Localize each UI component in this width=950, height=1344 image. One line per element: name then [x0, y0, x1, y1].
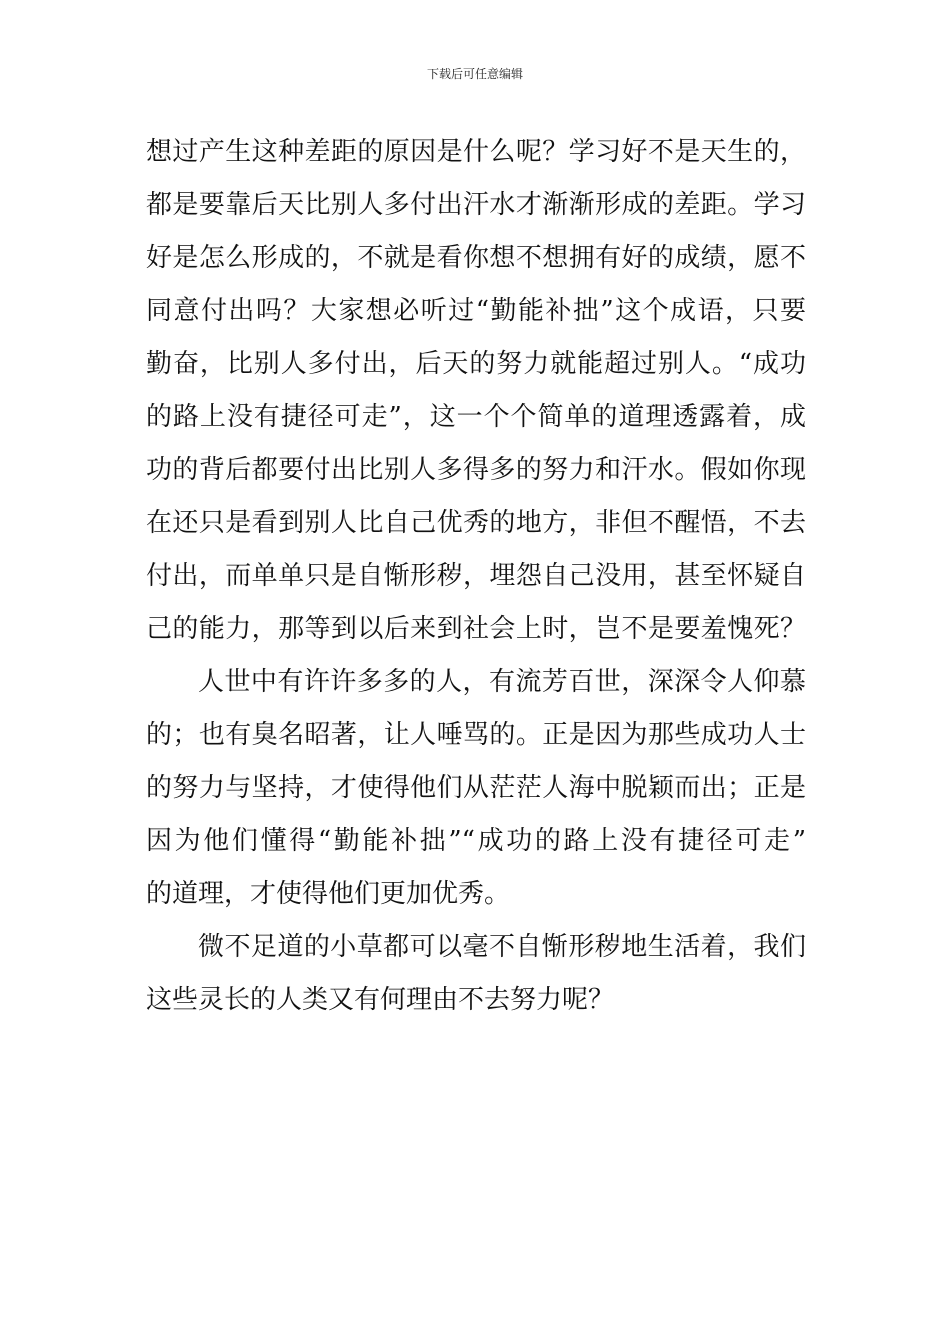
body-text [146, 132, 806, 1033]
paragraph-3-line-1: 微不足道的小草都可以毫不自惭形秽地生活着，我们 [198, 932, 806, 962]
paragraph-1-line-1: 想过产生这种差距的原因是什么呢？学习好不是天生的， [146, 137, 806, 167]
paragraph-2-line-1: 人世中有许许多多的人，有流芳百世，深深令人仰慕 [198, 667, 806, 697]
paragraph-2-line-5: 的道理，才使得他们更加优秀。 [146, 879, 511, 909]
paragraph-1-line-10: 己的能力，那等到以后来到社会上时，岂不是要羞愧死？ [146, 614, 806, 644]
paragraph-1-line-5: 勤奋，比别人多付出，后天的努力就能超过别人。“成功 [146, 349, 806, 379]
paragraph-1-line-6: 的路上没有捷径可走”，这一个个简单的道理透露着，成 [146, 402, 806, 432]
paragraph-1-line-8: 在还只是看到别人比自己优秀的地方，非但不醒悟，不去 [146, 508, 806, 538]
page-header: 下载后可任意编辑 [426, 67, 523, 81]
paragraph-1-line-3: 好是怎么形成的，不就是看你想不想拥有好的成绩，愿不 [146, 243, 806, 273]
paragraph-1-line-9: 付出，而单单只是自惭形秽，埋怨自己没用，甚至怀疑自 [146, 561, 806, 591]
paragraph-3-line-2: 这些灵长的人类又有何理由不去努力呢？ [146, 985, 615, 1015]
paragraph-1-line-2: 都是要靠后天比别人多付出汗水才渐渐形成的差距。学习 [146, 190, 806, 220]
paragraph-2-line-3: 的努力与坚持，才使得他们从茫茫人海中脱颖而出；正是 [146, 773, 806, 803]
paragraph-1-line-7: 功的背后都要付出比别人多得多的努力和汗水。假如你现 [146, 455, 806, 485]
paragraph-2-line-2: 的；也有臭名昭著，让人唾骂的。正是因为那些成功人士 [146, 720, 806, 750]
paragraph-2-line-4: 因为他们懂得“勤能补拙”“成功的路上没有捷径可走” [146, 826, 806, 856]
paragraph-1-line-4: 同意付出吗？大家想必听过“勤能补拙”这个成语，只要 [146, 296, 806, 326]
